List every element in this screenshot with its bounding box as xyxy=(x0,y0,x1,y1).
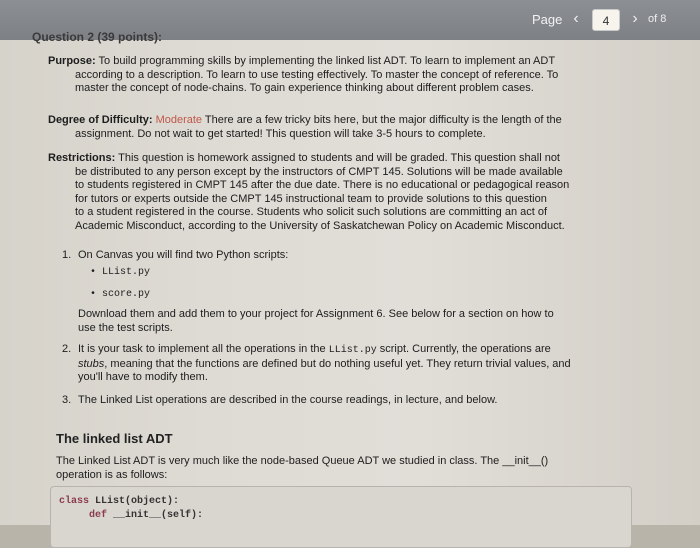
code-line-2 xyxy=(89,509,203,523)
restrictions-line: to a student registered in the course. Students who solicit such solutions are committing an act of xyxy=(75,206,548,218)
difficulty-text: There are a few tricky bits here, but the major difficulty is the length of the xyxy=(202,114,562,126)
code-keyword: def xyxy=(89,510,108,521)
restrictions-text: This question is homework assigned to students and will be graded. This question shall not xyxy=(115,152,560,164)
item2-text: It is your task to implement all the operations in the xyxy=(78,343,329,355)
section-heading: The linked list ADT xyxy=(56,431,173,446)
note-line: Download them and add them to your project for Assignment 6. See below for a section on how to xyxy=(78,308,554,320)
item2-text: you'll have to modify them. xyxy=(78,371,208,383)
code-line-1 xyxy=(59,495,179,509)
restrictions-line: be distributed to any person except by the instructors of CMPT 145. Solutions will be made available xyxy=(75,165,563,178)
purpose-paragraph xyxy=(48,55,638,96)
note-line: use the test scripts. xyxy=(78,321,173,334)
inline-code: LList.py xyxy=(328,345,377,356)
list-item-2 xyxy=(62,343,637,385)
question-header: Question 2 (39 points): xyxy=(32,30,163,44)
purpose-line: master the concept of node-chains. To gain experience thinking about different problem cases. xyxy=(75,82,534,94)
purpose-label: Purpose: xyxy=(48,55,96,67)
code-keyword: class xyxy=(59,496,90,507)
restrictions-line: to students registered in CMPT 145 after the due date. There is no educational or pedagogical reason xyxy=(75,179,570,191)
italic-term: stubs xyxy=(78,357,105,370)
file-name: LList.py xyxy=(102,267,151,278)
section-text: operation is as follows: xyxy=(56,468,168,481)
difficulty-paragraph xyxy=(48,114,638,141)
list-number: 1. xyxy=(62,249,72,261)
list-number: 3. xyxy=(62,394,72,406)
difficulty-label: Degree of Difficulty: xyxy=(48,114,153,126)
item2-text: , meaning that the functions are defined but do nothing useful yet. They return trivial values, and xyxy=(104,357,571,370)
restrictions-line: Academic Misconduct, according to the University of Saskatchewan Policy on Academic Misconduct. xyxy=(75,219,565,232)
list-number: 2. xyxy=(62,343,72,355)
list-item-text: The Linked List operations are described in the course readings, in lecture, and below. xyxy=(78,394,498,406)
restrictions-paragraph xyxy=(48,152,638,233)
page-number-input[interactable]: 4 xyxy=(592,9,620,31)
purpose-line: according to a description. To learn to use testing effectively. To master the concept of reference. To xyxy=(75,68,559,81)
list-item-1 xyxy=(62,249,637,263)
file-bullet-score: • score.py xyxy=(90,289,151,300)
restrictions-line: for tutors or experts outside the CMPT 145 instructional team to provide solutions to this question xyxy=(75,192,547,205)
page-label: Page xyxy=(532,12,563,27)
download-note xyxy=(78,308,638,335)
code-block xyxy=(50,486,632,548)
difficulty-line: assignment. Do not wait to get started! This question will take 3-5 hours to complete. xyxy=(75,127,486,140)
section-paragraph xyxy=(56,455,646,482)
document-page xyxy=(0,30,700,525)
section-text: The Linked List ADT is very much like the node-based Queue ADT we studied in class. The __init__() xyxy=(56,455,549,467)
list-item-3 xyxy=(62,394,637,408)
next-page-button[interactable]: › xyxy=(632,10,638,27)
difficulty-level: Moderate xyxy=(152,114,203,126)
code-text: LList(object): xyxy=(89,496,180,507)
list-item-text: On Canvas you will find two Python scripts: xyxy=(78,249,289,261)
file-name: score.py xyxy=(102,289,151,300)
page-total-label: of 8 xyxy=(648,13,667,25)
previous-page-button[interactable]: ‹ xyxy=(573,10,579,27)
restrictions-label: Restrictions: xyxy=(48,152,116,164)
purpose-text: To build programming skills by implementing the linked list ADT. To learn to implement an ADT xyxy=(95,55,556,67)
code-text: __init__(self): xyxy=(107,510,204,521)
file-bullet-llist: • LList.py xyxy=(90,267,151,278)
item2-text: script. Currently, the operations are xyxy=(376,343,551,355)
